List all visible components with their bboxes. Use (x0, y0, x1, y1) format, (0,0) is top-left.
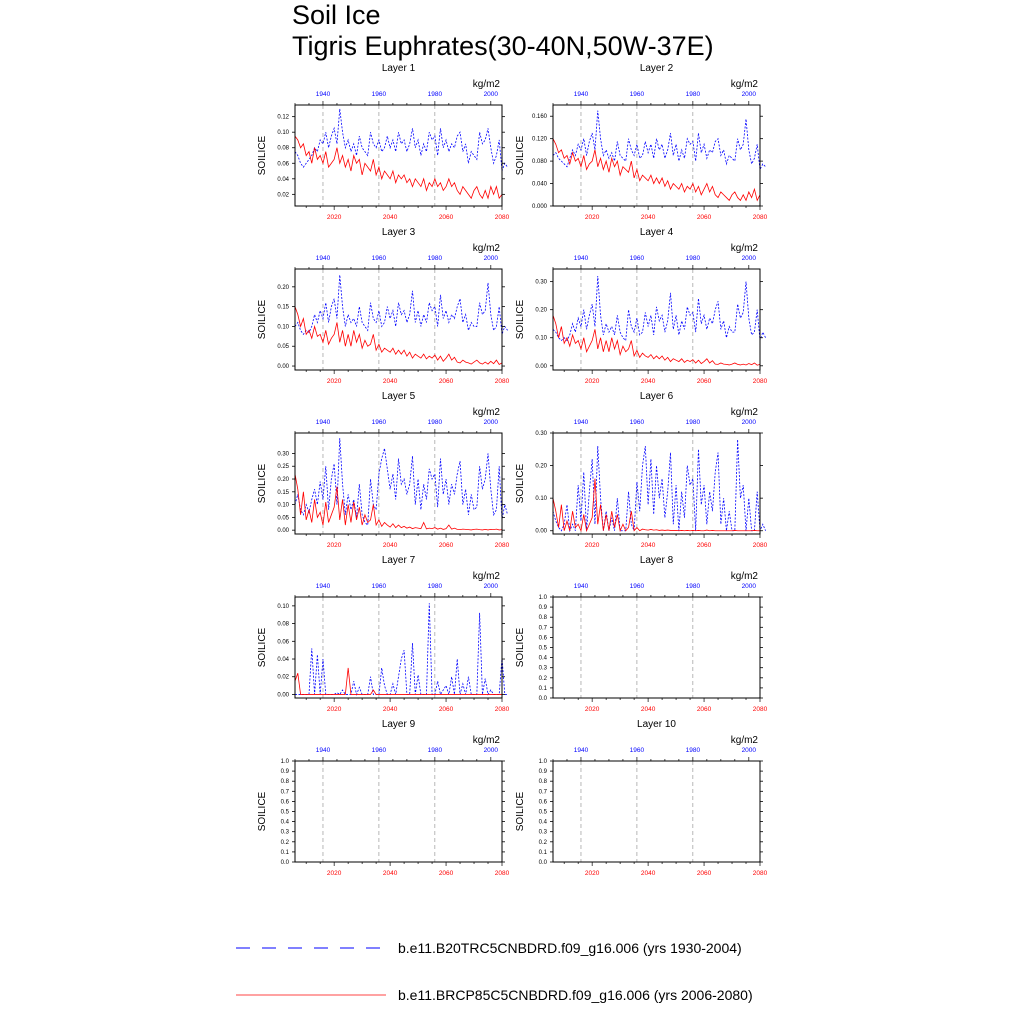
x-tick-label-bottom: 2040 (640, 870, 656, 877)
x-tick-label-bottom: 2020 (326, 706, 342, 713)
y-tick-label: 0.5 (280, 809, 289, 816)
x-tick-label-top: 1940 (573, 747, 589, 754)
y-tick-label: 0.9 (538, 605, 547, 612)
y-tick-label: 0.7 (538, 625, 547, 632)
x-tick-label-bottom: 2060 (438, 542, 454, 549)
panel-title: Layer 10 (637, 719, 676, 730)
y-tick-label: 0.00 (277, 692, 289, 699)
x-tick-label-top: 1940 (315, 747, 331, 754)
x-tick-label-bottom: 2020 (326, 870, 342, 877)
x-tick-label-top: 1980 (427, 747, 443, 754)
panel-title: Layer 8 (639, 555, 674, 566)
series-line-historical (553, 440, 766, 531)
x-tick-label-bottom: 2040 (640, 542, 656, 549)
panel-title: Layer 9 (381, 719, 416, 730)
x-tick-label-bottom: 2040 (382, 378, 398, 385)
x-tick-label-top: 1940 (573, 91, 589, 98)
x-tick-label-top: 2000 (741, 419, 757, 426)
y-tick-label: 0.7 (538, 789, 547, 796)
x-tick-label-bottom: 2080 (494, 706, 510, 713)
y-tick-label: 0.6 (538, 635, 547, 642)
x-tick-label-top: 1960 (629, 747, 645, 754)
panel-frame (295, 597, 502, 698)
units-label: kg/m2 (730, 79, 758, 90)
panel-title: Layer 1 (381, 63, 416, 74)
y-tick-label: 0.3 (538, 829, 547, 836)
x-tick-label-bottom: 2040 (640, 214, 656, 221)
y-tick-label: 0.25 (277, 464, 289, 471)
panel-title: Layer 6 (639, 391, 674, 402)
x-tick-label-bottom: 2020 (326, 378, 342, 385)
units-label: kg/m2 (730, 407, 758, 418)
y-tick-label: 0.080 (531, 159, 547, 166)
y-tick-label: 0.6 (538, 799, 547, 806)
y-tick-label: 0.9 (280, 769, 289, 776)
y-tick-label: 0.1 (538, 685, 547, 692)
series-line-rcp85 (553, 139, 760, 201)
y-tick-label: 0.30 (535, 431, 547, 437)
units-label: kg/m2 (730, 571, 758, 582)
y-tick-label: 0.3 (280, 829, 289, 836)
x-tick-label-bottom: 2020 (584, 214, 600, 221)
y-tick-label: 0.00 (277, 364, 289, 371)
x-tick-label-bottom: 2060 (696, 214, 712, 221)
x-tick-label-top: 1940 (315, 419, 331, 426)
y-tick-label: 0.02 (277, 674, 289, 681)
x-tick-label-top: 1940 (573, 583, 589, 590)
x-tick-label-bottom: 2020 (326, 214, 342, 221)
y-tick-label: 0.1 (538, 849, 547, 856)
y-tick-label: 0.2 (280, 839, 289, 846)
x-tick-label-bottom: 2060 (438, 870, 454, 877)
x-tick-label-bottom: 2040 (640, 706, 656, 713)
x-tick-label-bottom: 2080 (494, 542, 510, 549)
y-tick-label: 0.0 (538, 860, 547, 866)
y-tick-label: 0.06 (277, 161, 289, 168)
y-tick-label: 0.15 (277, 304, 289, 311)
x-tick-label-top: 2000 (741, 583, 757, 590)
y-tick-label: 0.8 (280, 779, 289, 786)
panel-frame (553, 433, 760, 534)
series-line-rcp85 (295, 307, 502, 365)
series-line-rcp85 (295, 136, 502, 198)
x-tick-label-bottom: 2060 (696, 378, 712, 385)
y-axis-label: SOILICE (257, 299, 268, 340)
x-tick-label-top: 1940 (573, 419, 589, 426)
x-tick-label-bottom: 2080 (494, 870, 510, 877)
x-tick-label-bottom: 2080 (752, 706, 768, 713)
legend-entry-rcp85 (236, 985, 753, 1005)
x-tick-label-top: 1980 (427, 255, 443, 262)
y-tick-label: 0.3 (538, 665, 547, 672)
y-tick-label: 0.04 (277, 176, 289, 183)
x-tick-label-bottom: 2040 (382, 706, 398, 713)
y-tick-label: 0.20 (277, 477, 289, 484)
y-tick-label: 0.040 (531, 181, 547, 188)
x-tick-label-bottom: 2040 (382, 870, 398, 877)
units-label: kg/m2 (472, 571, 500, 582)
x-tick-label-bottom: 2080 (752, 214, 768, 221)
series-line-rcp85 (553, 315, 760, 365)
x-tick-label-top: 1980 (685, 419, 701, 426)
x-tick-label-bottom: 2080 (752, 542, 768, 549)
y-tick-label: 0.04 (277, 657, 289, 664)
y-tick-label: 0.0 (538, 696, 547, 702)
y-tick-label: 0.20 (535, 307, 547, 314)
y-tick-label: 0.30 (535, 279, 547, 286)
series-line-historical (553, 276, 766, 341)
layer-panel (257, 391, 510, 549)
layer-panel (515, 391, 768, 549)
x-tick-label-bottom: 2020 (584, 870, 600, 877)
x-tick-label-top: 1980 (685, 747, 701, 754)
units-label: kg/m2 (472, 79, 500, 90)
y-tick-label: 0.10 (277, 502, 289, 509)
units-label: kg/m2 (472, 243, 500, 254)
y-tick-label: 0.6 (280, 799, 289, 806)
y-axis-label: SOILICE (257, 135, 268, 176)
y-tick-label: 0.02 (277, 192, 289, 199)
x-tick-label-top: 1940 (315, 91, 331, 98)
x-tick-label-top: 1960 (371, 91, 387, 98)
x-tick-label-top: 1960 (371, 419, 387, 426)
y-tick-label: 0.05 (277, 344, 289, 351)
y-tick-label: 0.8 (538, 615, 547, 622)
x-tick-label-top: 1980 (427, 91, 443, 98)
x-tick-label-top: 2000 (741, 255, 757, 262)
y-tick-label: 0.12 (277, 114, 289, 121)
panel-frame (295, 269, 502, 370)
y-tick-label: 0.06 (277, 639, 289, 646)
x-tick-label-top: 2000 (741, 91, 757, 98)
units-label: kg/m2 (472, 407, 500, 418)
y-tick-label: 0.20 (535, 463, 547, 470)
chart-title: Soil Ice (292, 0, 381, 30)
y-tick-label: 0.0 (280, 860, 289, 866)
x-tick-label-bottom: 2040 (382, 542, 398, 549)
y-tick-label: 0.1 (280, 849, 289, 856)
x-tick-label-top: 1980 (685, 91, 701, 98)
y-tick-label: 0.15 (277, 489, 289, 496)
x-tick-label-top: 2000 (483, 91, 499, 98)
x-tick-label-bottom: 2080 (752, 378, 768, 385)
x-tick-label-bottom: 2060 (696, 542, 712, 549)
panel-title: Layer 7 (381, 555, 416, 566)
x-tick-label-bottom: 2080 (752, 870, 768, 877)
legend-swatch-rcp85 (236, 993, 386, 997)
y-tick-label: 0.160 (531, 114, 547, 121)
y-axis-label: SOILICE (515, 299, 526, 340)
legend-label-rcp85: b.e11.BRCP85C5CNBDRD.f09_g16.006 (yrs 2006-2080) (398, 987, 753, 1003)
x-tick-label-bottom: 2080 (494, 378, 510, 385)
x-tick-label-top: 1980 (685, 583, 701, 590)
series-line-historical (295, 603, 508, 694)
x-tick-label-top: 2000 (483, 583, 499, 590)
x-tick-label-top: 1940 (315, 255, 331, 262)
panel-title: Layer 3 (381, 227, 416, 238)
x-tick-label-top: 2000 (483, 419, 499, 426)
panel-title: Layer 4 (639, 227, 674, 238)
x-tick-label-top: 1960 (371, 747, 387, 754)
y-tick-label: 0.4 (538, 819, 547, 826)
series-line-historical (295, 275, 508, 334)
x-tick-label-top: 2000 (483, 747, 499, 754)
y-tick-label: 0.10 (277, 324, 289, 331)
panel-frame (295, 433, 502, 534)
x-tick-label-bottom: 2060 (696, 706, 712, 713)
layer-panel (257, 555, 510, 713)
layer-panel (257, 227, 510, 385)
layer-panel (257, 719, 510, 877)
y-tick-label: 0.10 (277, 130, 289, 137)
x-tick-label-top: 2000 (741, 747, 757, 754)
panel-frame (553, 269, 760, 370)
y-tick-label: 0.5 (538, 645, 547, 652)
y-tick-label: 0.5 (538, 809, 547, 816)
series-line-historical (295, 109, 508, 171)
x-tick-label-bottom: 2060 (438, 214, 454, 221)
x-tick-label-top: 1980 (427, 419, 443, 426)
x-tick-label-bottom: 2040 (640, 378, 656, 385)
x-tick-label-top: 1960 (629, 255, 645, 262)
y-tick-label: 0.8 (538, 779, 547, 786)
y-tick-label: 0.00 (535, 528, 547, 535)
y-tick-label: 0.2 (538, 839, 547, 846)
x-tick-label-top: 1960 (629, 583, 645, 590)
panel-title: Layer 2 (639, 63, 674, 74)
y-tick-label: 0.00 (277, 528, 289, 535)
x-tick-label-bottom: 2060 (438, 706, 454, 713)
y-tick-label: 0.7 (280, 789, 289, 796)
legend-label-historical: b.e11.B20TRC5CNBDRD.f09_g16.006 (yrs 1930-2004) (398, 940, 742, 956)
x-tick-label-top: 1940 (315, 583, 331, 590)
y-axis-label: SOILICE (515, 135, 526, 176)
units-label: kg/m2 (472, 735, 500, 746)
x-tick-label-top: 1960 (371, 255, 387, 262)
panel-frame (295, 105, 502, 206)
x-tick-label-bottom: 2020 (584, 378, 600, 385)
legend-swatch-historical (236, 946, 386, 950)
y-axis-label: SOILICE (515, 463, 526, 504)
y-tick-label: 1.0 (538, 595, 547, 601)
x-tick-label-bottom: 2020 (326, 542, 342, 549)
panel-title: Layer 5 (381, 391, 416, 402)
x-tick-label-top: 1980 (427, 583, 443, 590)
x-tick-label-bottom: 2020 (584, 706, 600, 713)
y-tick-label: 0.08 (277, 145, 289, 152)
y-tick-label: 0.10 (277, 603, 289, 610)
x-tick-label-top: 1960 (371, 583, 387, 590)
x-tick-label-top: 1960 (629, 91, 645, 98)
y-tick-label: 0.20 (277, 284, 289, 291)
x-tick-label-top: 1960 (629, 419, 645, 426)
y-tick-label: 0.05 (277, 515, 289, 522)
x-tick-label-top: 2000 (483, 255, 499, 262)
y-axis-label: SOILICE (257, 463, 268, 504)
y-tick-label: 0.10 (535, 335, 547, 342)
x-tick-label-bottom: 2040 (382, 214, 398, 221)
x-tick-label-bottom: 2060 (438, 378, 454, 385)
layer-panel (515, 227, 768, 385)
y-tick-label: 0.00 (535, 363, 547, 370)
y-axis-label: SOILICE (257, 791, 268, 832)
panel-frame (295, 761, 502, 862)
y-axis-label: SOILICE (515, 791, 526, 832)
y-tick-label: 0.4 (538, 655, 547, 662)
x-tick-label-top: 1980 (685, 255, 701, 262)
layer-panel (515, 555, 768, 713)
y-axis-label: SOILICE (515, 627, 526, 668)
y-tick-label: 0.000 (531, 204, 547, 210)
y-tick-label: 0.10 (535, 496, 547, 503)
x-tick-label-top: 1940 (573, 255, 589, 262)
x-tick-label-bottom: 2080 (494, 214, 510, 221)
y-tick-label: 0.2 (538, 675, 547, 682)
y-tick-label: 1.0 (280, 759, 289, 765)
legend-entry-historical (236, 938, 742, 958)
y-tick-label: 0.9 (538, 769, 547, 776)
panel-frame (553, 761, 760, 862)
panel-frame (553, 597, 760, 698)
y-tick-label: 0.08 (277, 621, 289, 628)
y-tick-label: 0.120 (531, 136, 547, 143)
layer-panel (515, 719, 768, 877)
layer-panel (515, 63, 768, 221)
y-axis-label: SOILICE (257, 627, 268, 668)
layer-panel (257, 63, 510, 221)
series-line-rcp85 (295, 474, 502, 530)
y-tick-label: 0.4 (280, 819, 289, 826)
y-tick-label: 0.30 (277, 451, 289, 458)
y-tick-label: 1.0 (538, 759, 547, 765)
x-tick-label-bottom: 2060 (696, 870, 712, 877)
units-label: kg/m2 (730, 735, 758, 746)
units-label: kg/m2 (730, 243, 758, 254)
x-tick-label-bottom: 2020 (584, 542, 600, 549)
chart-subtitle: Tigris Euphrates(30-40N,50W-37E) (292, 31, 714, 61)
series-line-rcp85 (553, 479, 760, 531)
